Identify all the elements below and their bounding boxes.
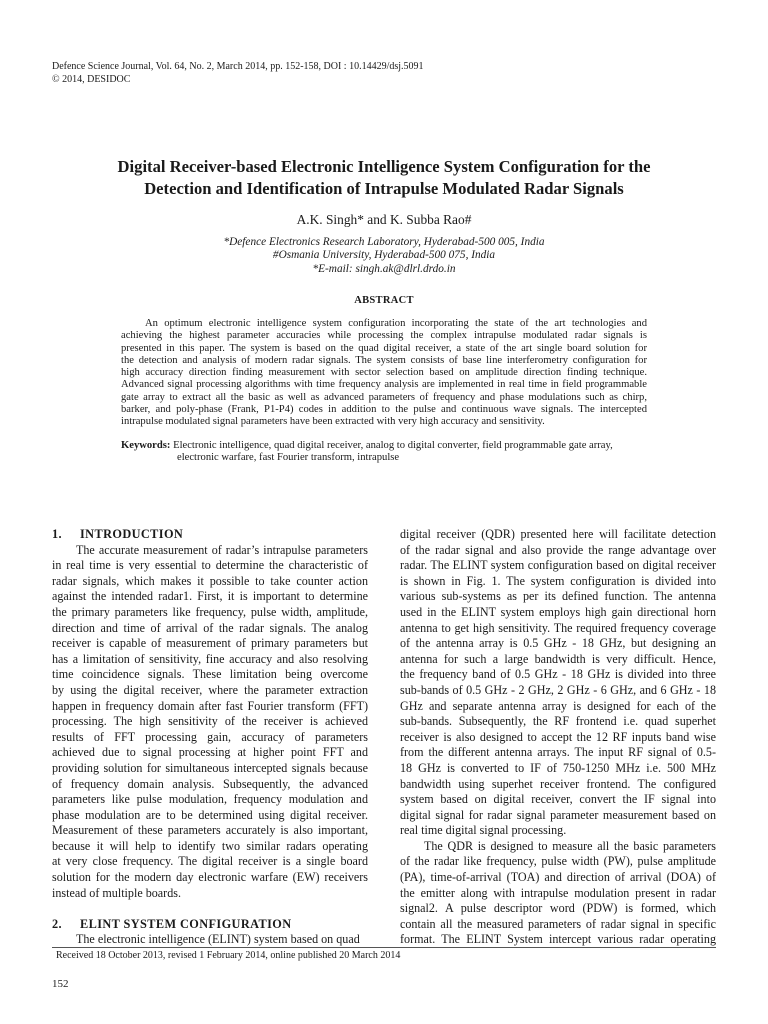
text-line: of frequency domain analysis. Subsequently, the advanced (52, 776, 368, 791)
author-email: *E-mail: singh.ak@dlrl.drdo.in (312, 262, 456, 275)
text-line: barker, and poly-phase (Frank, P1-P4) codes in addition to the pulse and continuous wave signals. The intercepted (121, 404, 647, 416)
section-number: 1. (52, 527, 63, 541)
section-title: ELINT SYSTEM CONFIGURATION (80, 916, 292, 931)
text-line: at very close frequency. The digital receiver is a single board (52, 854, 368, 869)
text-line: results of FFT processing gain, accuracy of parameters (52, 729, 368, 744)
text-line: high accuracy direction finding measurement with sector selection based on amplitude direction finding technique. (121, 367, 647, 379)
text-line: sub-bands. Subsequently, the RF frontend i.e. quad superhet (400, 714, 716, 729)
text-line: Measurement of these parameters accurately is also important, (52, 823, 368, 838)
text-line: antenna to get high sensitivity. The required frequency coverage (400, 620, 716, 635)
text-line: because it will help to identify two similar radars operating (52, 838, 368, 853)
text-line: digital receiver (QDR) presented here will facilitate detection (400, 527, 716, 541)
text-line: by using the digital receiver, where the parameter extraction (52, 682, 368, 697)
text-line: against the intended radar1. First, it is important to determine (52, 589, 368, 604)
text-line: sub-bands of 0.5 GHz - 2 GHz, 2 GHz - 6 GHz, and 6 GHz - 18 (400, 682, 716, 697)
copyright-notice: © 2014, DESIDOC (52, 74, 131, 85)
section-heading-introduction (52, 527, 368, 543)
text-line: has a limitation of sensitivity, fine accuracy and also resolving (52, 651, 368, 666)
text-line: 18 GHz is converted to IF of 750-1250 MHz i.e. 500 MHz (400, 760, 716, 775)
text-line: time coincidence signals. These limitation being overcome (52, 667, 368, 682)
text-line: the primary parameters like frequency, pulse width, amplitude, (52, 604, 368, 619)
affiliation-1: *Defence Electronics Research Laboratory, Hyderabad-500 005, India (223, 236, 545, 248)
text-line: in real time is very essential to determine the characteristic of (52, 558, 368, 573)
text-line: presented in this paper. The system is based on the quad digital receiver, a state of the art single board solution for (121, 342, 647, 354)
text-line: (PA), time-of-arrival (TOA) and direction of arrival (DOA) of (400, 870, 716, 885)
text-line: parameters like pulse modulation, frequency modulation and (52, 792, 368, 807)
text-line: The electronic intelligence (ELINT) system based on quad (76, 932, 360, 947)
text-line: achieving the highest parameter accuracies while processing the complex intrapulse modulated radar signals is (121, 330, 647, 342)
paper-title (40, 156, 728, 200)
text-line: solution for the modern day electronic warfare (EW) receivers (52, 870, 368, 885)
text-line: processing. The high sensitivity of the receiver is achieved (52, 714, 368, 729)
right-paragraph-1 (400, 527, 716, 839)
text-line: of the radar like frequency, pulse width (PW), pulse amplitude (400, 854, 716, 869)
text-line: bandwidth using superhet receiver frontend. The configured (400, 776, 716, 791)
keywords-label: Keywords: (121, 440, 171, 451)
text-line: direction and time of arrival of the radar signals. The analog (52, 620, 368, 635)
text-line: radar signals, which makes it possible to take counter action (52, 573, 368, 588)
abstract-body (121, 318, 647, 429)
footer-rule (52, 947, 716, 948)
text-line: antenna for such a large bandwidth is very difficult. Hence, (400, 651, 716, 666)
author-list: A.K. Singh* and K. Subba Rao# (296, 212, 472, 227)
text-line: An optimum electronic intelligence system configuration incorporating the state of the art technologies and (145, 318, 647, 329)
text-line: Advanced signal processing algorithms with time frequency analysis are implemented in real time in field programmable (121, 379, 647, 391)
elint-paragraph (52, 932, 368, 948)
text-line: format. The ELINT System intercept various radar operating (400, 932, 716, 947)
text-line: providing solution for simultaneous intercepted signals because (52, 760, 368, 775)
journal-citation: Defence Science Journal, Vol. 64, No. 2, March 2014, pp. 152-158, DOI : 10.14429/dsj.5091 (52, 61, 424, 72)
text-line: radar. The ELINT system configuration based on digital receiver (400, 558, 716, 573)
abstract-heading: ABSTRACT (354, 295, 414, 306)
text-line: various sub-systems as per its defined function. The antenna (400, 589, 716, 604)
title-line-1: Digital Receiver-based Electronic Intelligence System Configuration for the (117, 157, 651, 176)
text-line: real time digital signal processing. (400, 823, 567, 838)
text-line: receiver is capable of measurement of primary parameters but (52, 636, 368, 651)
text-line: contain all the measured parameters of radar signal in specific (400, 916, 716, 931)
text-line: receiver is also designed to accept the 12 RF inputs band wise (400, 729, 716, 744)
section-number: 2. (52, 916, 63, 931)
section-title: INTRODUCTION (80, 527, 184, 541)
keywords-line-2: electronic warfare, fast Fourier transform, intrapulse (177, 452, 400, 464)
text-line: the detection and analysis of modern radar signals. The system consists of base line interferometry configuration for (121, 354, 647, 366)
right-column (400, 527, 716, 948)
text-line: intrapulse modulated signal parameters have been extracted with very high accuracy and sensitivity. (121, 416, 545, 428)
title-line-2: Detection and Identification of Intrapulse Modulated Radar Signals (144, 179, 624, 198)
text-line: The QDR is designed to measure all the basic parameters (424, 838, 716, 853)
text-line: digital signal for radar signal parameter measurement based on (400, 807, 716, 822)
left-column (52, 527, 368, 948)
text-line: of the antenna array is 0.5 GHz - 18 GHz, but designing an (400, 636, 716, 651)
affiliations (0, 236, 768, 276)
text-line: phase modulation are to be determined using digital receiver. (52, 807, 368, 822)
text-line: signal2. A pulse descriptor word (PDW) is formed, which (400, 901, 716, 916)
affiliation-2: #Osmania University, Hyderabad-500 075, India (272, 249, 496, 262)
text-line: achieved due to signal processing at higher point FFT and (52, 745, 368, 760)
right-paragraph-2 (400, 839, 716, 948)
keywords-line-1: Electronic intelligence, quad digital receiver, analog to digital converter, field programmable gate array, (173, 440, 613, 451)
introduction-paragraph (52, 543, 368, 902)
text-line: instead of multiple boards. (52, 885, 181, 900)
received-dates: Received 18 October 2013, revised 1 February 2014, online published 20 March 2014 (56, 950, 401, 961)
text-line: the frequency band of 0.5 GHz - 18 GHz is divided into three (400, 667, 716, 682)
page-number: 152 (52, 978, 69, 990)
text-line: system based on digital receiver, convert the IF signal into (400, 792, 716, 807)
text-line: used in the ELINT system employs high gain directional horn (400, 604, 716, 619)
text-line: from the different antenna arrays. The input RF signal of 0.5- (400, 745, 716, 760)
text-line: of the radar signal and also provide the range advantage over (400, 542, 716, 557)
text-line: The accurate measurement of radar’s intrapulse parameters (76, 542, 368, 557)
text-line: is shown in Fig. 1. The system configuration is divided into (400, 573, 716, 588)
text-line: happen in frequency domain after fast Fourier transform (FFT) (52, 698, 368, 713)
section-heading-elint (52, 917, 368, 933)
text-line: the emitter along with intrapulse modulation present in radar (400, 885, 716, 900)
text-line: GHz and separate antenna array is designed for each of the (400, 698, 716, 713)
text-line: gate array to extract all the basic as well as advanced parameters of frequency and phase modulations such as chirp, (121, 391, 647, 403)
keywords (121, 440, 647, 465)
